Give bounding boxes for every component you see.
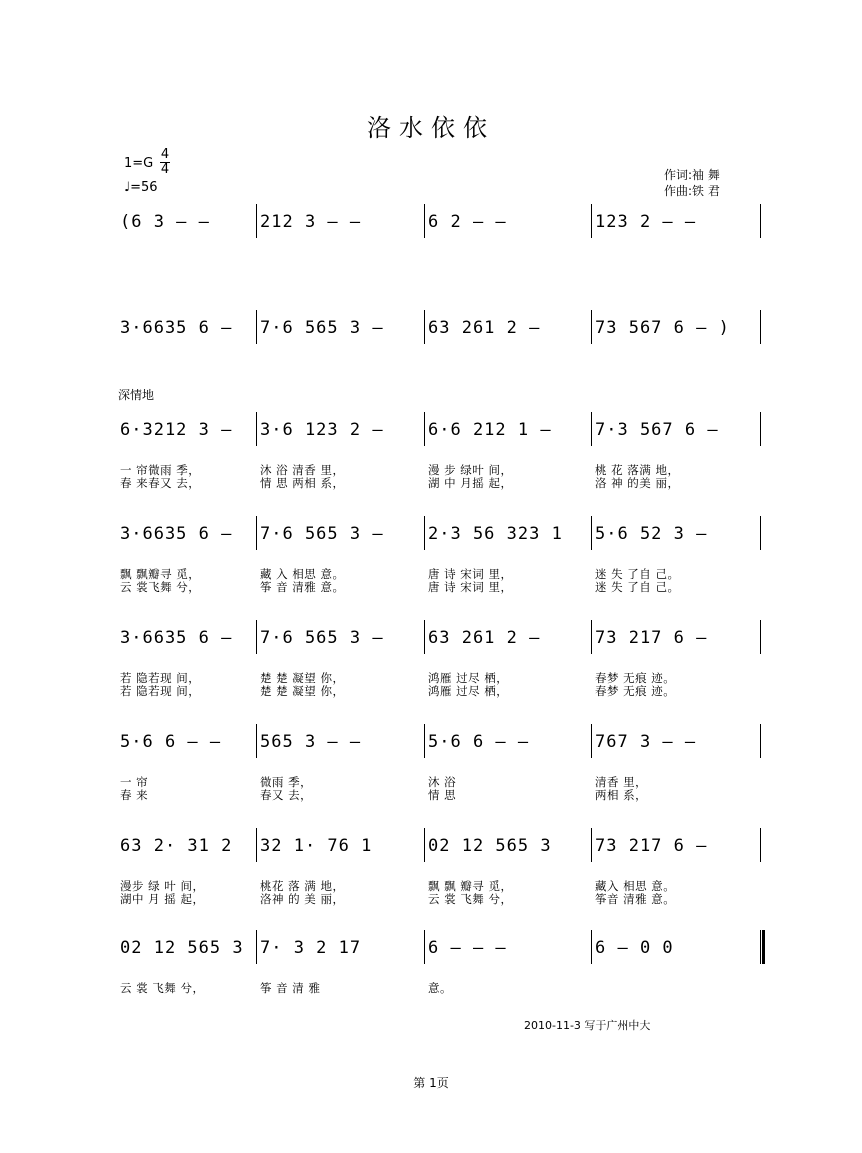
expression-marking: 深情地 [118,388,155,402]
barline [591,204,592,238]
lyric-line-1: 唐 诗 宋词 里， [428,567,513,581]
lyric-line-1: 迷 失 了自 己。 [595,567,680,581]
key-signature: 1=G [124,156,154,171]
measure-7-4: 73 217 6 – [595,836,708,856]
lyric-line-2: 洛 神 的美 丽， [595,476,680,490]
time-signature-bottom: 4 [160,162,170,177]
time-signature-top: 4 [160,147,170,162]
composition-date: 2010-11-3 写于广州中大 [524,1019,651,1032]
lyric-line-2: 两相 系， [595,788,648,802]
lyric-line-1: 微雨 季， [260,775,313,789]
lyric-line-1: 鸿雁 过尽 栖， [428,671,509,685]
lyric-line-1: 春梦 无痕 迹。 [595,671,676,685]
time-signature [160,148,170,177]
measure-1-4: 123 2 – – [595,212,697,232]
measure-5-1: 3·6635 6 – [120,628,233,648]
lyric-line-2: 迷 失 了自 己。 [595,580,680,594]
barline [424,516,425,550]
lyric-line-1: 沐 浴 [428,775,457,789]
lyric-line-1: 藏 入 相思 意。 [260,567,345,581]
lyric-line-2: 云 裳飞舞 兮， [120,580,201,594]
measure-4-1: 3·6635 6 – [120,524,233,544]
tempo-marking [124,180,158,195]
tempo-value: =56 [130,180,158,195]
measure-7-1: 63 2· 31 2 [120,836,233,856]
measure-8-1: 02 12 565 3 [120,938,244,958]
page-number: 第 1页 [413,1076,449,1090]
measure-1-2: 212 3 – – [260,212,362,232]
lyric-line-2: 湖 中 月摇 起， [428,476,513,490]
measure-6-2: 565 3 – – [260,732,362,752]
lyric-line-1: 桃 花 落满 地， [595,463,680,477]
measure-3-2: 3·6 123 2 – [260,420,384,440]
measure-4-2: 7·6 565 3 – [260,524,384,544]
measure-6-3: 5·6 6 – – [428,732,530,752]
barline [591,516,592,550]
lyric-line-1: 一 帘微雨 季， [120,463,201,477]
lyric-line-2: 洛神 的 美 丽， [260,892,345,906]
barline [760,620,761,654]
lyric-line-2: 楚 楚 凝望 你， [260,684,345,698]
measure-2-3: 63 261 2 – [428,318,541,338]
barline [760,310,761,344]
lyric-line-1: 清香 里， [595,775,648,789]
measure-3-4: 7·3 567 6 – [595,420,719,440]
measure-1-3: 6 2 – – [428,212,507,232]
lyric-line-1: 若 隐若现 间， [120,671,201,685]
barline [256,204,257,238]
measure-3-1: 6·3212 3 – [120,420,233,440]
barline [256,724,257,758]
measure-5-2: 7·6 565 3 – [260,628,384,648]
lyric-line-1: 飘 飘 瓣寻 觅， [428,879,513,893]
barline [591,310,592,344]
lyric-line-2: 情 思 两相 系， [260,476,345,490]
barline [424,204,425,238]
measure-8-3: 6 – – – [428,938,507,958]
measure-3-3: 6·6 212 1 – [428,420,552,440]
measure-7-3: 02 12 565 3 [428,836,552,856]
lyric-line-2: 云 裳 飞舞 兮， [428,892,513,906]
measure-6-1: 5·6 6 – – [120,732,222,752]
measure-8-2: 7· 3 2 17 [260,938,362,958]
lyric-line-1: 意。 [428,981,452,995]
lyric-line-1: 一 帘 [120,775,149,789]
barline [760,412,761,446]
measure-6-4: 767 3 – – [595,732,697,752]
barline [256,310,257,344]
lyric-line-2: 春 来 [120,788,149,802]
measure-4-3: 2·3 56 323 1 [428,524,563,544]
lyric-line-1: 藏入 相思 意。 [595,879,676,893]
lyric-line-2: 唐 诗 宋词 里， [428,580,513,594]
composer-credit: 作曲:铁 君 [664,184,720,198]
barline [424,828,425,862]
measure-4-4: 5·6 52 3 – [595,524,708,544]
measure-5-4: 73 217 6 – [595,628,708,648]
final-barline [762,930,765,964]
barline [591,828,592,862]
lyric-line-2: 鸿雁 过尽 栖， [428,684,509,698]
measure-2-4: 73 567 6 – ) [595,318,730,338]
lyric-line-2: 春 来春又 去， [120,476,201,490]
barline [591,930,592,964]
barline [760,516,761,550]
barline [424,930,425,964]
lyric-line-2: 若 隐若现 间， [120,684,201,698]
barline [591,724,592,758]
barline [424,724,425,758]
barline [760,828,761,862]
barline [256,516,257,550]
measure-7-2: 32 1· 76 1 [260,836,373,856]
measure-8-4: 6 – 0 0 [595,938,674,958]
lyric-line-1: 沐 浴 清香 里， [260,463,345,477]
song-title: 洛水依依 [367,114,495,142]
quarter-note-icon: ♩ [124,180,131,195]
barline [760,724,761,758]
barline [256,828,257,862]
lyric-line-2: 湖中 月 摇 起， [120,892,205,906]
lyric-line-2: 筝 音 清雅 意。 [260,580,345,594]
barline [256,930,257,964]
lyric-line-1: 漫步 绿 叶 间， [120,879,205,893]
lyric-line-1: 筝 音 清 雅 [260,981,321,995]
barline [424,310,425,344]
lyric-line-1: 飘 飘瓣寻 觅， [120,567,201,581]
barline [760,930,761,964]
lyric-line-1: 漫 步 绿叶 间， [428,463,513,477]
lyric-line-2: 情 思 [428,788,457,802]
barline [591,412,592,446]
barline [256,412,257,446]
barline [760,204,761,238]
measure-1-1: (6 3 – – [120,212,210,232]
lyric-line-2: 筝音 清雅 意。 [595,892,676,906]
lyric-line-1: 楚 楚 凝望 你， [260,671,345,685]
barline [424,620,425,654]
measure-2-2: 7·6 565 3 – [260,318,384,338]
lyricist-credit: 作词:袖 舞 [664,168,720,182]
measure-5-3: 63 261 2 – [428,628,541,648]
lyric-line-2: 春梦 无痕 迹。 [595,684,676,698]
lyric-line-1: 云 裳 飞舞 兮， [120,981,205,995]
barline [591,620,592,654]
barline [256,620,257,654]
barline [424,412,425,446]
measure-2-1: 3·6635 6 – [120,318,233,338]
lyric-line-1: 桃花 落 满 地， [260,879,345,893]
lyric-line-2: 春又 去， [260,788,313,802]
